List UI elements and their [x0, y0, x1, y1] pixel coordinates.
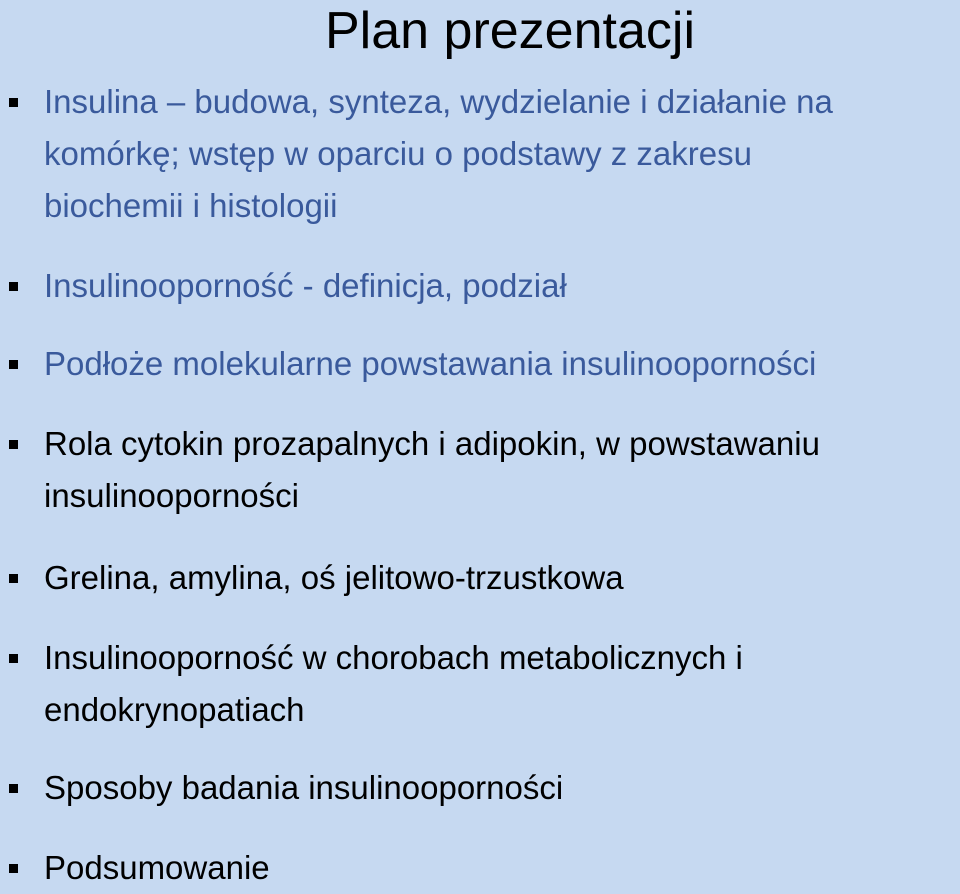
bullet-text-line: Insulinooporność w chorobach metabolicznych i: [44, 639, 743, 676]
bullet-text-line: insulinooporności: [44, 477, 299, 514]
square-bullet-icon: [9, 440, 18, 449]
bullet-text-line: Rola cytokin prozapalnych i adipokin, w powstawaniu: [44, 425, 820, 462]
bullet-text-line: komórkę; wstęp w oparciu o podstawy z zakresu: [44, 135, 752, 172]
square-bullet-icon: [9, 360, 18, 369]
square-bullet-icon: [9, 282, 18, 291]
bullet-text-line: Podłoże molekularne powstawania insulinooporności: [44, 345, 817, 382]
bullet-text-line: Insulina – budowa, synteza, wydzielanie i działanie na: [44, 83, 833, 120]
bullet-text-line: endokrynopatiach: [44, 691, 305, 728]
bullet-text-line: biochemii i histologii: [44, 187, 338, 224]
square-bullet-icon: [9, 784, 18, 793]
bullet-text-line: Grelina, amylina, oś jelitowo-trzustkowa: [44, 559, 624, 596]
slide-title: Plan prezentacji: [325, 2, 695, 60]
square-bullet-icon: [9, 574, 18, 583]
bullet-text-line: Podsumowanie: [44, 849, 270, 886]
bullet-text-line: Sposoby badania insulinooporności: [44, 769, 564, 806]
bullet-text-line: Insulinooporność - definicja, podział: [44, 267, 567, 304]
square-bullet-icon: [9, 654, 18, 663]
square-bullet-icon: [9, 864, 18, 873]
square-bullet-icon: [9, 98, 18, 107]
